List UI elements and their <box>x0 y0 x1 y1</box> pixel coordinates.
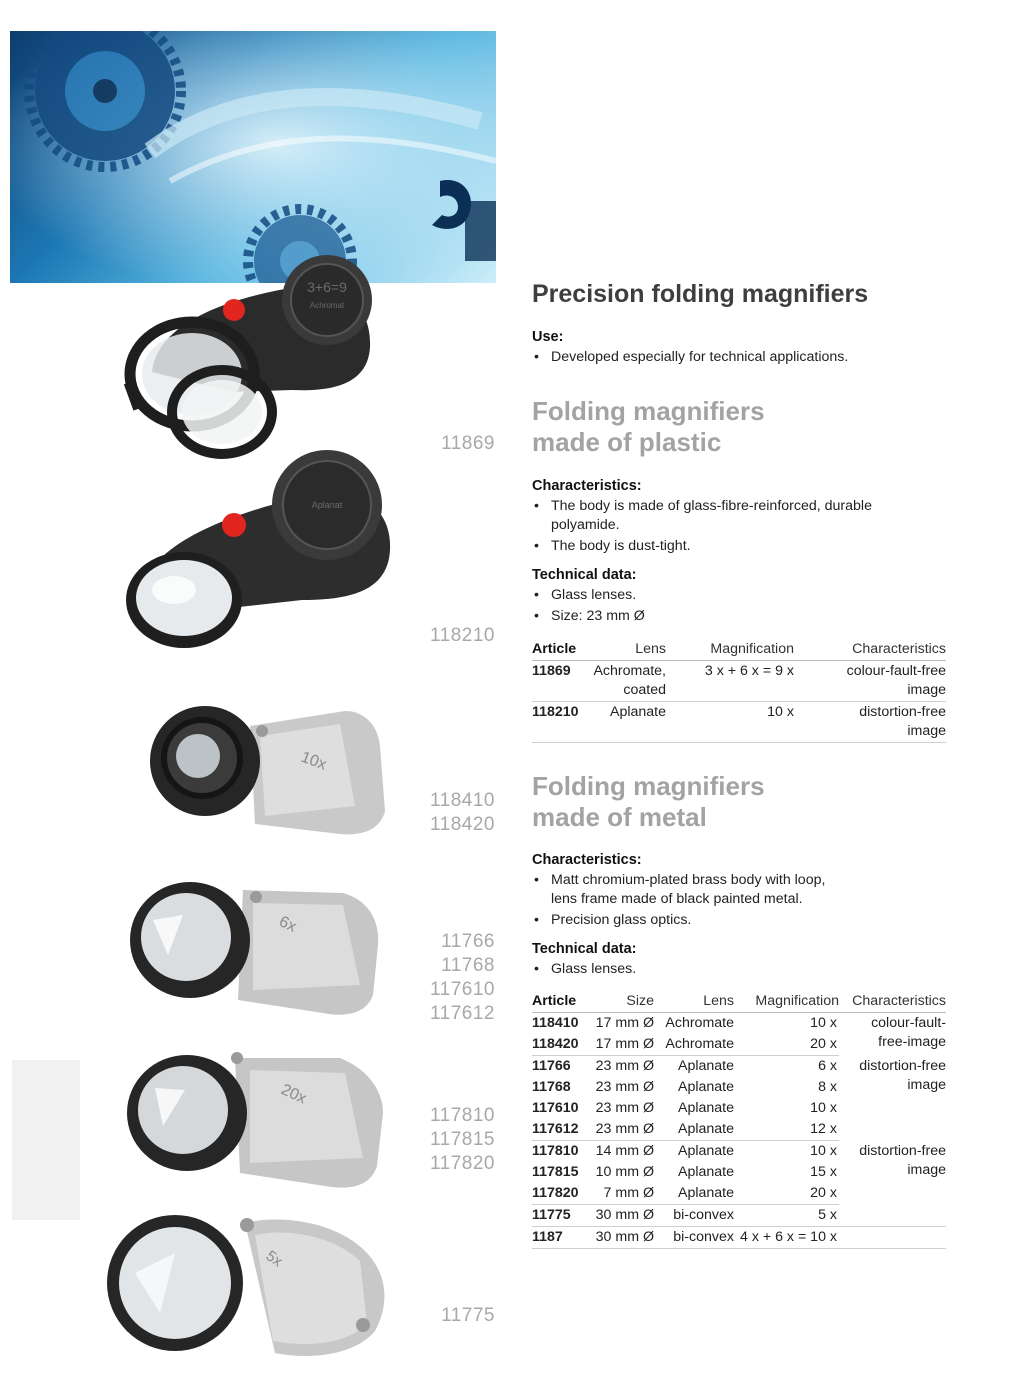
cell: 117820 <box>532 1183 590 1205</box>
cell: Aplanate <box>654 1119 734 1141</box>
cell: 11768 <box>532 1079 571 1095</box>
article-label: 11775 <box>441 1305 495 1326</box>
cell: 3 x + 6 x = 9 x <box>666 661 794 702</box>
cell: Achromate <box>654 1034 734 1056</box>
list-item: • Glass lenses. <box>532 586 946 605</box>
cell: Achromate <box>665 1015 734 1031</box>
table-row <box>532 661 946 702</box>
cell: 117612 <box>532 1119 590 1141</box>
list-item: • The body is dust-tight. <box>532 537 946 556</box>
cell: 118210 <box>532 702 588 743</box>
technical-list <box>532 960 946 979</box>
cell: 10 mm Ø <box>595 1164 654 1180</box>
article-label-group <box>430 1104 495 1176</box>
table-header: Characteristics <box>839 993 946 1013</box>
cell: 30 mm Ø <box>590 1205 654 1227</box>
characteristics-list <box>532 497 946 556</box>
article-label: 117815 <box>430 1129 495 1150</box>
cell <box>839 1227 946 1249</box>
cell <box>839 1205 946 1227</box>
marking-text: 10x <box>298 748 329 774</box>
table-header: Lens <box>654 993 734 1013</box>
marking-text: Aplanat <box>311 500 343 510</box>
article-label-group <box>441 432 495 456</box>
cell: 10 x <box>810 1015 837 1031</box>
cell: 5 x <box>734 1205 839 1227</box>
cell: 30 mm Ø <box>590 1227 654 1249</box>
article-label-group <box>430 930 495 1026</box>
cell: Aplanate <box>677 1143 734 1159</box>
page-title: Precision folding magnifiers <box>532 280 869 308</box>
cell: distortion-free image <box>859 1057 946 1093</box>
characteristics-list <box>532 871 946 930</box>
magnifier-11869-image <box>122 252 382 472</box>
cell: distortion-free image <box>859 1142 946 1178</box>
list-item: • Developed especially for technical applications. <box>532 348 946 367</box>
table-header: Characteristics <box>794 641 946 661</box>
magnifier-11775-image <box>105 1213 395 1368</box>
header-photo-clockwork-gears <box>10 31 496 283</box>
list-item: • Size: 23 mm Ø <box>532 607 946 626</box>
marking-text: 20x <box>278 1081 309 1108</box>
article-label: 11869 <box>441 433 495 454</box>
cell: 20 x <box>734 1034 839 1056</box>
table-row <box>532 1013 946 1035</box>
cell: 118420 <box>532 1034 590 1056</box>
cell: colour-fault-free-image <box>871 1015 946 1050</box>
cell: 23 mm Ø <box>595 1100 654 1116</box>
cell: 118410 <box>532 1015 579 1031</box>
table-row <box>532 1227 946 1249</box>
cell: 1187 <box>532 1227 590 1249</box>
table-row <box>532 702 946 743</box>
cell: 11775 <box>532 1205 590 1227</box>
cell: 14 mm Ø <box>595 1143 654 1159</box>
cell: 12 x <box>734 1119 839 1141</box>
cell: 23 mm Ø <box>595 1079 654 1095</box>
technical-label: Technical data: <box>532 567 637 583</box>
cell: 10 x <box>810 1100 837 1116</box>
marking-text: 5x <box>262 1247 286 1271</box>
article-label: 11766 <box>441 931 495 952</box>
table-header: Size <box>590 993 654 1013</box>
article-label: 11768 <box>441 955 495 976</box>
cell: 117815 <box>532 1164 579 1180</box>
cell: 15 x <box>810 1164 837 1180</box>
plastic-section <box>532 396 946 743</box>
metal-section <box>532 771 946 1249</box>
cell: bi-convex <box>654 1227 734 1249</box>
cell: 17 mm Ø <box>590 1034 654 1056</box>
cell: 10 x <box>666 702 794 743</box>
characteristics-label: Characteristics: <box>532 852 642 868</box>
technical-list <box>532 586 946 626</box>
table-header: Article <box>532 641 588 661</box>
use-list <box>532 348 946 367</box>
cell: Aplanate <box>654 1183 734 1205</box>
metal-table <box>532 993 946 1249</box>
heading-line: Folding magnifiers <box>532 771 765 801</box>
article-label-group <box>430 624 495 648</box>
marking-text: 6x <box>276 913 299 936</box>
article-label: 117610 <box>430 979 495 1000</box>
table-header: Lens <box>588 641 666 661</box>
cell: 7 mm Ø <box>590 1183 654 1205</box>
magnifier-117810-image <box>125 1048 390 1201</box>
heading-line: made of plastic <box>532 427 722 457</box>
cell: 23 mm Ø <box>590 1119 654 1141</box>
article-label-group <box>441 1304 495 1328</box>
cell: 20 x <box>734 1183 839 1205</box>
technical-label: Technical data: <box>532 941 637 957</box>
heading-line: Folding magnifiers <box>532 396 765 426</box>
cell: 4 x + 6 x = 10 x <box>734 1227 839 1249</box>
table-header: Magnification <box>666 641 794 661</box>
cell: Aplanate <box>588 702 666 743</box>
cell: 23 mm Ø <box>595 1058 654 1074</box>
cell: 117610 <box>532 1100 579 1116</box>
cell: 11766 <box>532 1058 571 1074</box>
article-label: 117612 <box>430 1003 495 1024</box>
list-item: • The body is made of glass-fibre-reinforced, durable polyamide. <box>532 497 946 535</box>
table-header: Article <box>532 993 590 1013</box>
section-heading <box>532 396 946 458</box>
characteristics-label: Characteristics: <box>532 478 642 494</box>
cell: 8 x <box>818 1079 837 1095</box>
cell: 10 x <box>810 1143 837 1159</box>
list-item: • Precision glass optics. <box>532 911 946 930</box>
marking-text: 3+6=9 <box>307 279 347 295</box>
use-label: Use: <box>532 329 564 345</box>
cell: Aplanate <box>677 1100 734 1116</box>
list-item: • Matt chromium-plated brass body with loop, lens frame made of black painted metal. <box>532 871 946 909</box>
gears-illustration <box>10 31 496 283</box>
cell: Aplanate <box>677 1164 734 1180</box>
article-label: 118410 <box>430 790 495 811</box>
cell: 6 x <box>818 1058 837 1074</box>
marking-text: Achromat <box>309 301 345 310</box>
article-label: 117810 <box>430 1105 495 1126</box>
magnifier-118410-image <box>140 706 390 851</box>
table-row <box>532 1205 946 1227</box>
article-label: 118420 <box>430 814 495 835</box>
table-row <box>532 1141 946 1163</box>
article-label-group <box>430 789 495 837</box>
cell: Achromate, coated <box>588 661 666 702</box>
cell: 11869 <box>532 661 588 702</box>
list-item: • Glass lenses. <box>532 960 946 979</box>
magnifier-118210-image <box>122 450 407 665</box>
plastic-table <box>532 641 946 743</box>
table-header: Magnification <box>734 993 839 1013</box>
heading-line: made of metal <box>532 802 707 832</box>
cell: Aplanate <box>677 1079 734 1095</box>
side-tab <box>12 1060 80 1220</box>
magnifier-11766-image <box>128 875 388 1030</box>
cell: colour-fault-free image <box>794 661 946 702</box>
cell: 117810 <box>532 1143 579 1159</box>
cell: 17 mm Ø <box>595 1015 654 1031</box>
cell: distortion-free image <box>794 702 946 743</box>
product-description <box>532 280 946 1249</box>
metal-table-body <box>532 1013 946 1249</box>
article-label: 117820 <box>430 1153 495 1174</box>
section-heading <box>532 771 946 833</box>
table-row <box>532 1056 946 1078</box>
cell: bi-convex <box>654 1205 734 1227</box>
cell: Aplanate <box>677 1058 734 1074</box>
article-label: 118210 <box>430 625 495 646</box>
